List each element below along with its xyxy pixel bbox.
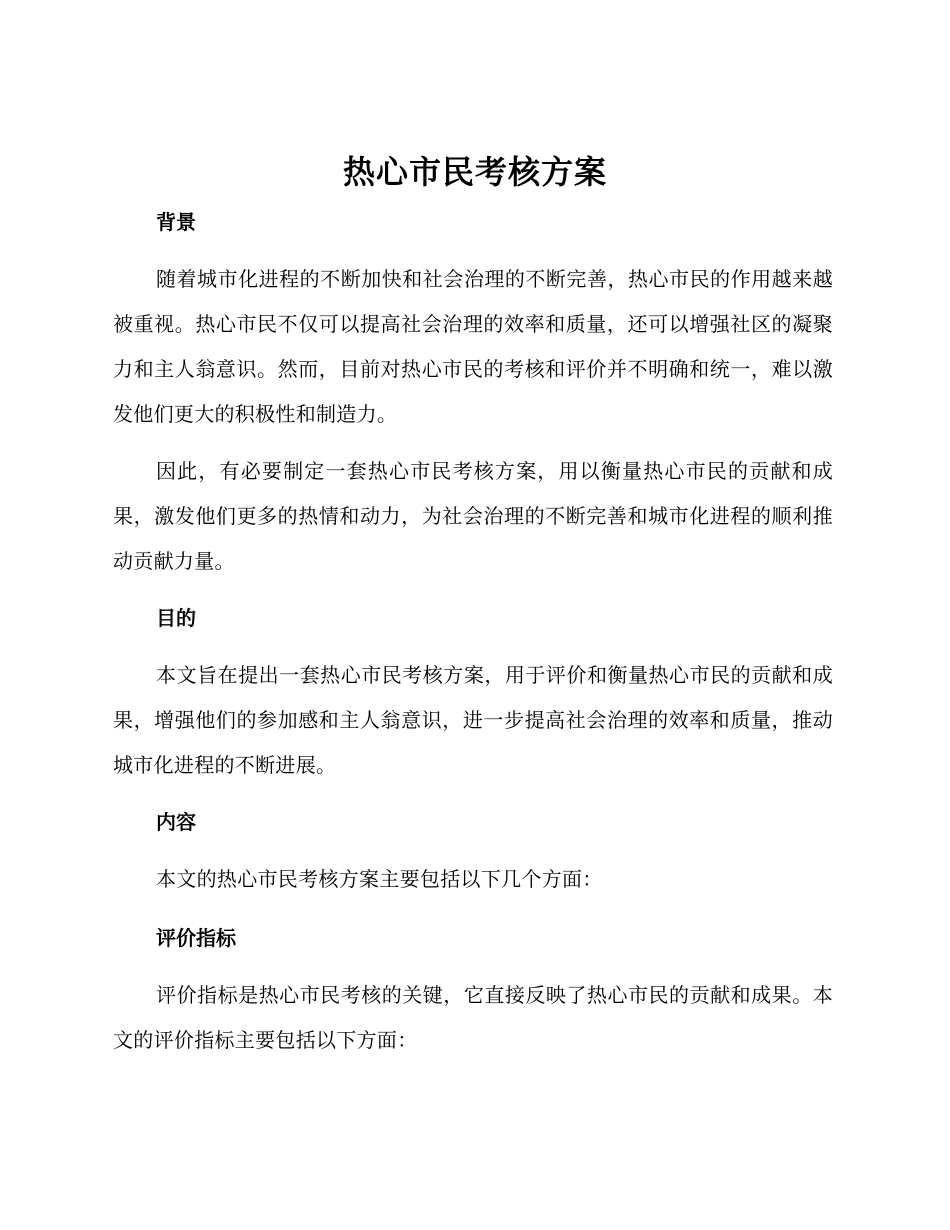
document-title: 热心市民考核方案 xyxy=(342,153,607,191)
section-heading-background: 背景 xyxy=(156,210,196,234)
section-heading-evaluation-indicators: 评价指标 xyxy=(156,926,236,950)
paragraph-purpose-1: 本文旨在提出一套热心市民考核方案，用于评价和衡量热心市民的贡献和成果，增强他们的参加感和主人翁意识，进一步提高社会治理的效率和质量，推动城市化进程的不断进展。 xyxy=(113,663,833,777)
paragraph-background-2: 因此，有必要制定一套热心市民考核方案，用以衡量热心市民的贡献和成果，激发他们更多的热情和动力，为社会治理的不断完善和城市化进程的顺利推动贡献力量。 xyxy=(113,459,833,573)
paragraph-evaluation-indicators-1: 评价指标是热心市民考核的关键，它直接反映了热心市民的贡献和成果。本文的评价指标主要包括以下方面： xyxy=(113,983,833,1052)
section-heading-purpose: 目的 xyxy=(156,606,196,630)
paragraph-content-1: 本文的热心市民考核方案主要包括以下几个方面： xyxy=(156,867,603,891)
section-heading-content: 内容 xyxy=(156,810,196,834)
paragraph-background-1: 随着城市化进程的不断加快和社会治理的不断完善，热心市民的作用越来越被重视。热心市民不仅可以提高社会治理的效率和质量，还可以增强社区的凝聚力和主人翁意识。然而，目前对热心市民的考核和评价并不明确和统一，难以激发他们更大的积极性和制造力。 xyxy=(113,267,833,426)
